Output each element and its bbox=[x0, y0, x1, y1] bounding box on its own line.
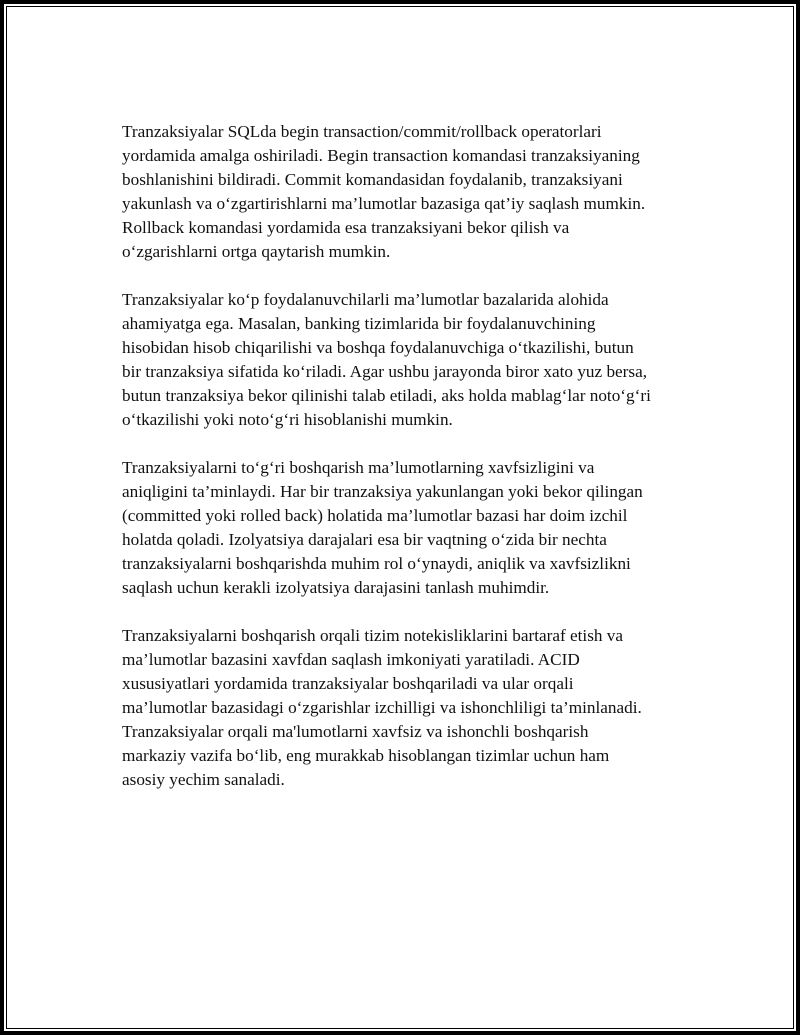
text-line: Tranzaksiyalar SQLda begin transaction/commit/rollback operatorlari bbox=[122, 122, 602, 141]
paragraph-2 bbox=[122, 288, 722, 432]
text-line: butun tranzaksiya bekor qilinishi talab etiladi, aks holda mablag‘lar noto‘g‘ri bbox=[122, 386, 651, 405]
text-line: Rollback komandasi yordamida esa tranzaksiyani bekor qilish va bbox=[122, 218, 570, 237]
text-line: o‘tkazilishi yoki noto‘g‘ri hisoblanishi mumkin. bbox=[122, 410, 453, 429]
text-line: Tranzaksiyalarni boshqarish orqali tizim notekisliklarini bartaraf etish va bbox=[122, 626, 624, 645]
text-line: (committed yoki rolled back) holatida ma’lumotlar bazasi har doim izchil bbox=[122, 506, 628, 525]
text-line: o‘zgarishlarni ortga qaytarish mumkin. bbox=[122, 242, 391, 261]
text-line: bir tranzaksiya sifatida ko‘riladi. Agar ushbu jarayonda biror xato yuz bersa, bbox=[122, 362, 647, 381]
text-line: tranzaksiyalarni boshqarishda muhim rol o‘ynaydi, aniqlik va xavfsizlikni bbox=[122, 554, 631, 573]
text-line: Tranzaksiyalarni to‘g‘ri boshqarish ma’lumotlarning xavfsizligini va bbox=[122, 458, 595, 477]
paragraph-1 bbox=[122, 120, 722, 264]
text-line: markaziy vazifa bo‘lib, eng murakkab hisoblangan tizimlar uchun ham bbox=[122, 746, 610, 765]
text-line: ma’lumotlar bazasini xavfdan saqlash imkoniyati yaratiladi. ACID bbox=[122, 650, 580, 669]
text-line: yordamida amalga oshiriladi. Begin transaction komandasi tranzaksiyaning bbox=[122, 146, 640, 165]
text-line: xususiyatlari yordamida tranzaksiyalar boshqariladi va ular orqali bbox=[122, 674, 574, 693]
text-line: Tranzaksiyalar orqali ma'lumotlarni xavfsiz va ishonchli boshqarish bbox=[122, 722, 589, 741]
text-line: asosiy yechim sanaladi. bbox=[122, 770, 285, 789]
paragraph-4 bbox=[122, 624, 722, 792]
text-line: holatda qoladi. Izolyatsiya darajalari esa bir vaqtning o‘zida bir nechta bbox=[122, 530, 607, 549]
paragraph-3 bbox=[122, 456, 722, 600]
text-line: aniqligini ta’minlaydi. Har bir tranzaksiya yakunlangan yoki bekor qilingan bbox=[122, 482, 643, 501]
text-line: ahamiyatga ega. Masalan, banking tizimlarida bir foydalanuvchining bbox=[122, 314, 596, 333]
text-line: yakunlash va o‘zgartirishlarni ma’lumotlar bazasiga qat’iy saqlash mumkin. bbox=[122, 194, 646, 213]
text-line: ma’lumotlar bazasidagi o‘zgarishlar izchilligi va ishonchliligi ta’minlanadi. bbox=[122, 698, 642, 717]
text-line: saqlash uchun kerakli izolyatsiya darajasini tanlash muhimdir. bbox=[122, 578, 550, 597]
document-body bbox=[122, 120, 722, 816]
text-line: Tranzaksiyalar ko‘p foydalanuvchilarli ma’lumotlar bazalarida alohida bbox=[122, 290, 609, 309]
text-line: boshlanishini bildiradi. Commit komandasidan foydalanib, tranzaksiyani bbox=[122, 170, 623, 189]
text-line: hisobidan hisob chiqarilishi va boshqa foydalanuvchiga o‘tkazilishi, butun bbox=[122, 338, 634, 357]
